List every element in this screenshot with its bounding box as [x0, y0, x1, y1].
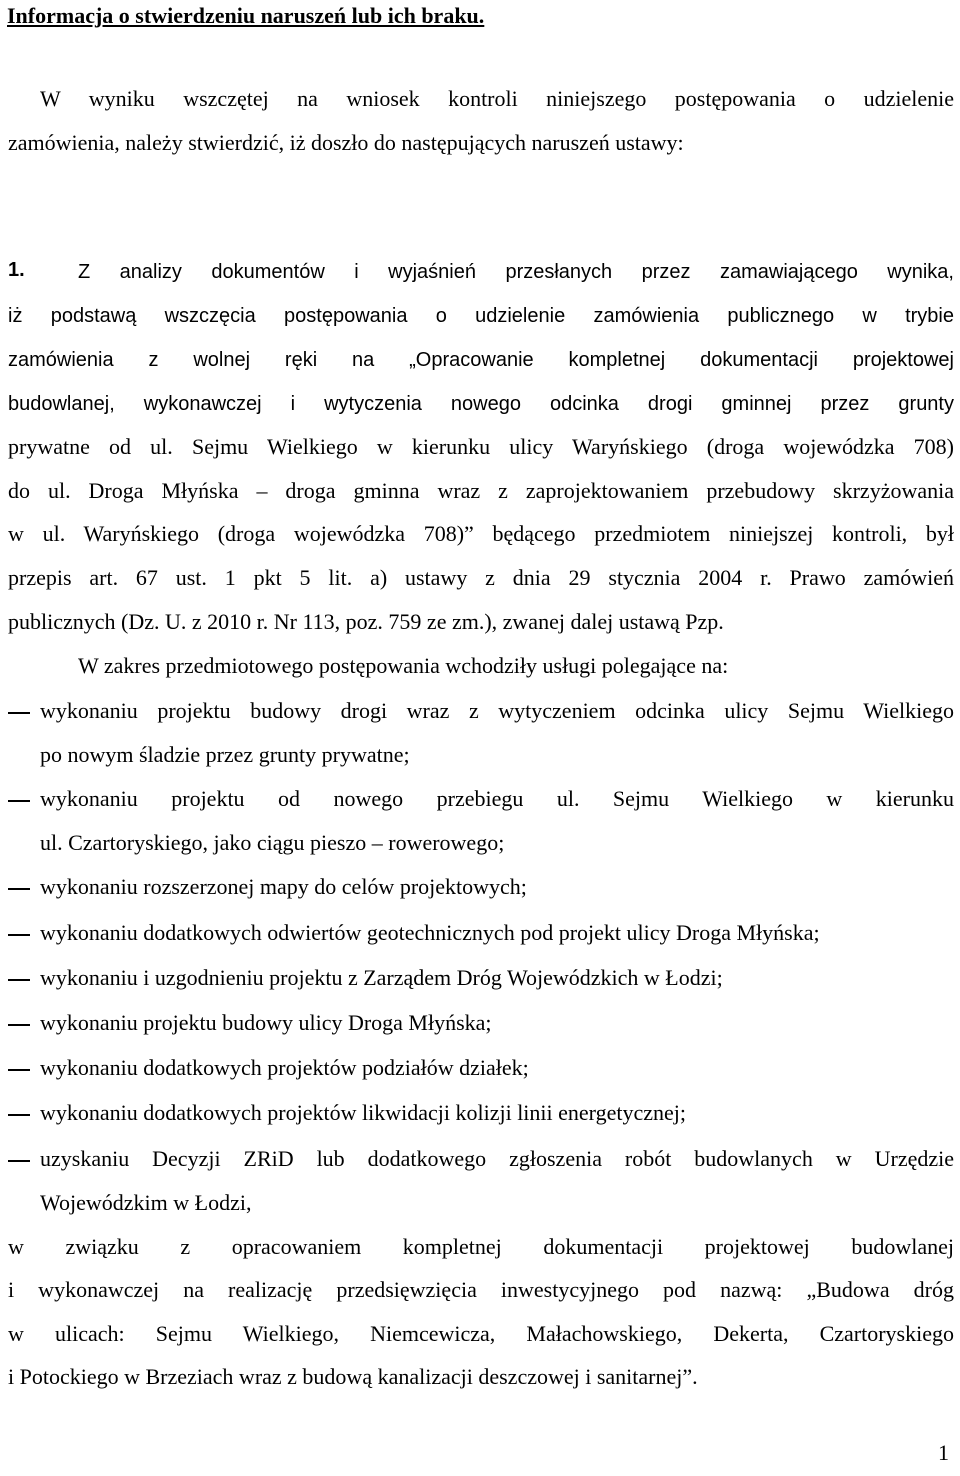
list-dash	[8, 712, 30, 714]
list-dash	[8, 979, 30, 981]
document-heading: Informacja o stwierdzeniu naruszeń lub ich braku.	[7, 3, 485, 28]
item-paragraph-line: prywatne od ul. Sejmu Wielkiego w kierunku ulicy Waryńskiego (droga wojewódzka 708)	[8, 434, 954, 459]
list-dash	[8, 888, 30, 890]
service-item-line: wykonaniu dodatkowych odwiertów geotechnicznych pod projekt ulicy Droga Młyńska;	[40, 920, 820, 945]
intro-line: W wyniku wszczętej na wniosek kontroli niniejszego postępowania o udzielenie	[40, 86, 954, 111]
service-item-line: wykonaniu projektu budowy drogi wraz z wytyczeniem odcinka ulicy Sejmu Wielkiego	[40, 698, 954, 723]
list-dash	[8, 1024, 30, 1026]
closing-line: w ulicach: Sejmu Wielkiego, Niemcewicza, Małachowskiego, Dekerta, Czartoryskiego	[8, 1321, 954, 1346]
list-dash	[8, 934, 30, 936]
item-paragraph-line: przepis art. 67 ust. 1 pkt 5 lit. a) ustawy z dnia 29 stycznia 2004 r. Prawo zamówień	[8, 565, 954, 590]
item-paragraph-line: do ul. Droga Młyńska – droga gminna wraz z zaprojektowaniem przebudowy skrzyżowania	[8, 478, 954, 503]
services-intro: W zakres przedmiotowego postępowania wchodziły usługi polegające na:	[78, 653, 729, 678]
list-dash	[8, 1069, 30, 1071]
service-item-line: wykonaniu dodatkowych projektów likwidacji kolizji linii energetycznej;	[40, 1100, 686, 1125]
service-item-line: wykonaniu rozszerzonej mapy do celów projektowych;	[40, 874, 527, 899]
item-paragraph-line: zamówienia z wolnej ręki na „Opracowanie kompletnej dokumentacji projektowej	[8, 349, 954, 371]
intro-line: zamówienia, należy stwierdzić, iż doszło do następujących naruszeń ustawy:	[8, 130, 684, 155]
item-paragraph-line: budowlanej, wykonawczej i wytyczenia nowego odcinka drogi gminnej przez grunty	[8, 393, 954, 415]
service-item-line: uzyskaniu Decyzji ZRiD lub dodatkowego zgłoszenia robót budowlanych w Urzędzie	[40, 1146, 954, 1171]
service-item-line: wykonaniu projektu od nowego przebiegu ul. Sejmu Wielkiego w kierunku	[40, 786, 954, 811]
closing-line: i wykonawczej na realizację przedsięwzięcia inwestycyjnego pod nazwą: „Budowa dróg	[8, 1277, 954, 1302]
item-paragraph-line: Z analizy dokumentów i wyjaśnień przesłanych przez zamawiającego wynika,	[78, 261, 954, 283]
item-paragraph-line: publicznych (Dz. U. z 2010 r. Nr 113, poz. 759 ze zm.), zwanej dalej ustawą Pzp.	[8, 609, 724, 634]
service-item-line: wykonaniu projektu budowy ulicy Droga Młyńska;	[40, 1010, 492, 1035]
service-item-line: po nowym śladzie przez grunty prywatne;	[40, 742, 410, 767]
service-item-line: Wojewódzkim w Łodzi,	[40, 1190, 252, 1215]
closing-line: i Potockiego w Brzeziach wraz z budową kanalizacji deszczowej i sanitarnej”.	[8, 1364, 698, 1389]
page-number: 1	[938, 1440, 949, 1465]
item-paragraph-line: iż podstawą wszczęcia postępowania o udzielenie zamówienia publicznego w trybie	[8, 305, 954, 327]
item-paragraph-line: w ul. Waryńskiego (droga wojewódzka 708)” będącego przedmiotem niniejszej kontroli, był	[8, 521, 954, 546]
service-item-line: wykonaniu dodatkowych projektów podziałów działek;	[40, 1055, 529, 1080]
list-dash	[8, 1160, 30, 1162]
closing-line: w związku z opracowaniem kompletnej dokumentacji projektowej budowlanej	[8, 1234, 954, 1259]
service-item-line: ul. Czartoryskiego, jako ciągu pieszo – rowerowego;	[40, 830, 505, 855]
list-dash	[8, 800, 30, 802]
item-number: 1.	[8, 259, 25, 281]
service-item-line: wykonaniu i uzgodnieniu projektu z Zarządem Dróg Wojewódzkich w Łodzi;	[40, 965, 723, 990]
list-dash	[8, 1114, 30, 1116]
